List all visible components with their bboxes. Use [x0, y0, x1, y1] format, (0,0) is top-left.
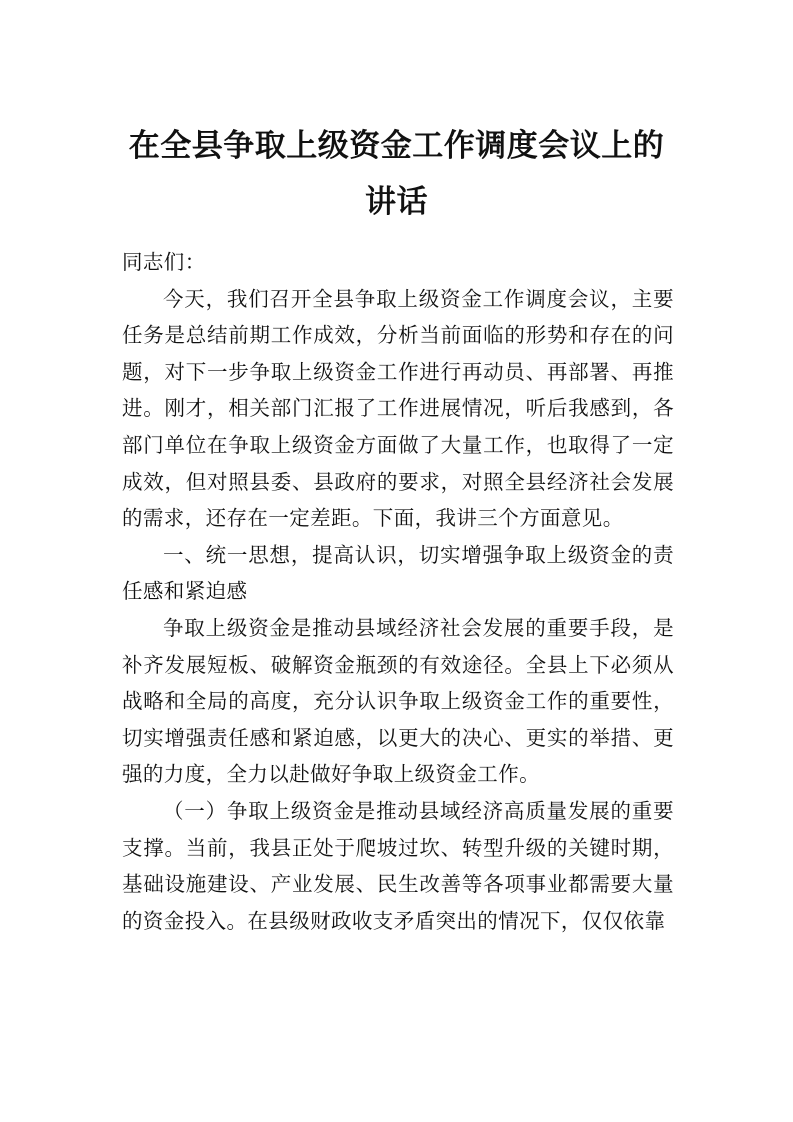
body-paragraph-section-1: 争取上级资金是推动县域经济社会发展的重要手段，是补齐发展短板、破解资金瓶颈的有效途径。全县上下必须从战略和全局的高度，充分认识争取上级资金工作的重要性，切实增强责任感和紧迫感，以更大的决心、更实的举措、更强的力度，全力以赴做好争取上级资金工作。 [122, 615, 674, 787]
body-paragraph-subsection-1: （一）争取上级资金是推动县域经济高质量发展的重要支撑。当前，我县正处于爬坡过坎、转型升级的关键时期，基础设施建设、产业发展、民生改善等各项事业都需要大量的资金投入。在县级财政收支矛盾突出的情况下，仅仅依靠 [122, 798, 674, 933]
body-paragraph-intro: 今天，我们召开全县争取上级资金工作调度会议，主要任务是总结前期工作成效，分析当前面临的形势和存在的问题，对下一步争取上级资金工作进行再动员、再部署、再推进。刚才，相关部门汇报了工作进展情况，听后我感到，各部门单位在争取上级资金方面做了大量工作，也取得了一定成效，但对照县委、县政府的要求，对照全县经济社会发展的需求，还存在一定差距。下面，我讲三个方面意见。 [122, 286, 674, 531]
document-title: 在全县争取上级资金工作调度会议上的讲话 [128, 128, 665, 220]
document-body [122, 244, 674, 939]
salutation: 同志们： [122, 250, 206, 274]
section-heading-1: 一、统一思想，提高认识，切实增强争取上级资金的责任感和紧迫感 [122, 542, 674, 604]
